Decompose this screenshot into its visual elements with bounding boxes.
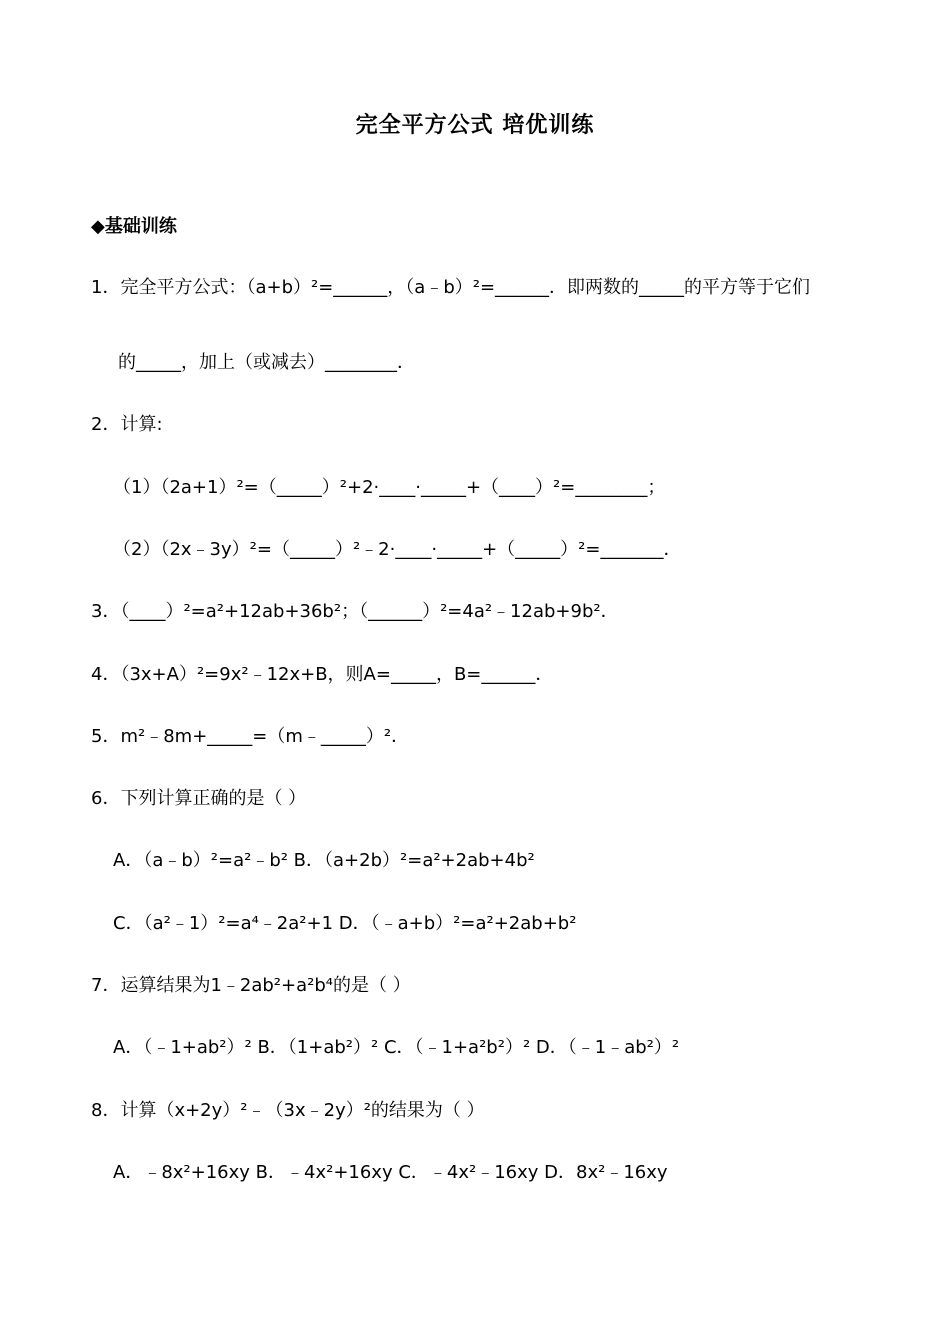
section-heading: ◆基础训练 (91, 216, 177, 237)
question-7: 7．运算结果为1﹣2ab²+a²b⁴的是（ ） (91, 975, 411, 996)
question-1-line-2: 的_____，加上（或减去）________． (118, 352, 415, 373)
question-5: 5．m²﹣8m+_____=（m﹣_____）²． (91, 726, 410, 747)
question-2-part-2: （2）（2x﹣3y）²=（_____）²﹣2·____·_____+（_____）²=_______． (113, 539, 682, 560)
question-2-part-1: （1）（2a+1）²=（_____）²+2·____·_____+（____）²=________； (113, 477, 666, 498)
question-4: 4．（3x+A）²=9x²﹣12x+B，则A=_____，B=______． (91, 664, 554, 685)
question-6: 6．下列计算正确的是（ ） (91, 788, 307, 809)
question-6-options-ab: A．（a﹣b）²=a²﹣b² B．（a+2b）²=a²+2ab+4b² (113, 850, 535, 871)
question-8: 8．计算（x+2y）²﹣（3x﹣2y）²的结果为（ ） (91, 1100, 485, 1121)
question-3: 3．（____）²=a²+12ab+36b²；（______）²=4a²﹣12ab+9b²． (91, 601, 619, 622)
question-8-options: A．﹣8x²+16xy B．﹣4x²+16xy C．﹣4x²﹣16xy D．8x²﹣16xy (113, 1162, 668, 1183)
document-title: 完全平方公式 培优训练 (355, 113, 595, 138)
question-7-options: A．（﹣1+ab²）² B．（1+ab²）² C．（﹣1+a²b²）² D．（﹣1﹣ab²）² (113, 1037, 680, 1058)
question-2: 2．计算: (91, 414, 163, 435)
question-6-options-cd: C．（a²﹣1）²=a⁴﹣2a²+1 D．（﹣a+b）²=a²+2ab+b² (113, 913, 577, 934)
question-1-line-1: 1．完全平方公式：（a+b）²=______，（a﹣b）²=______．即两数的_____的平方等于它们 (91, 277, 811, 298)
